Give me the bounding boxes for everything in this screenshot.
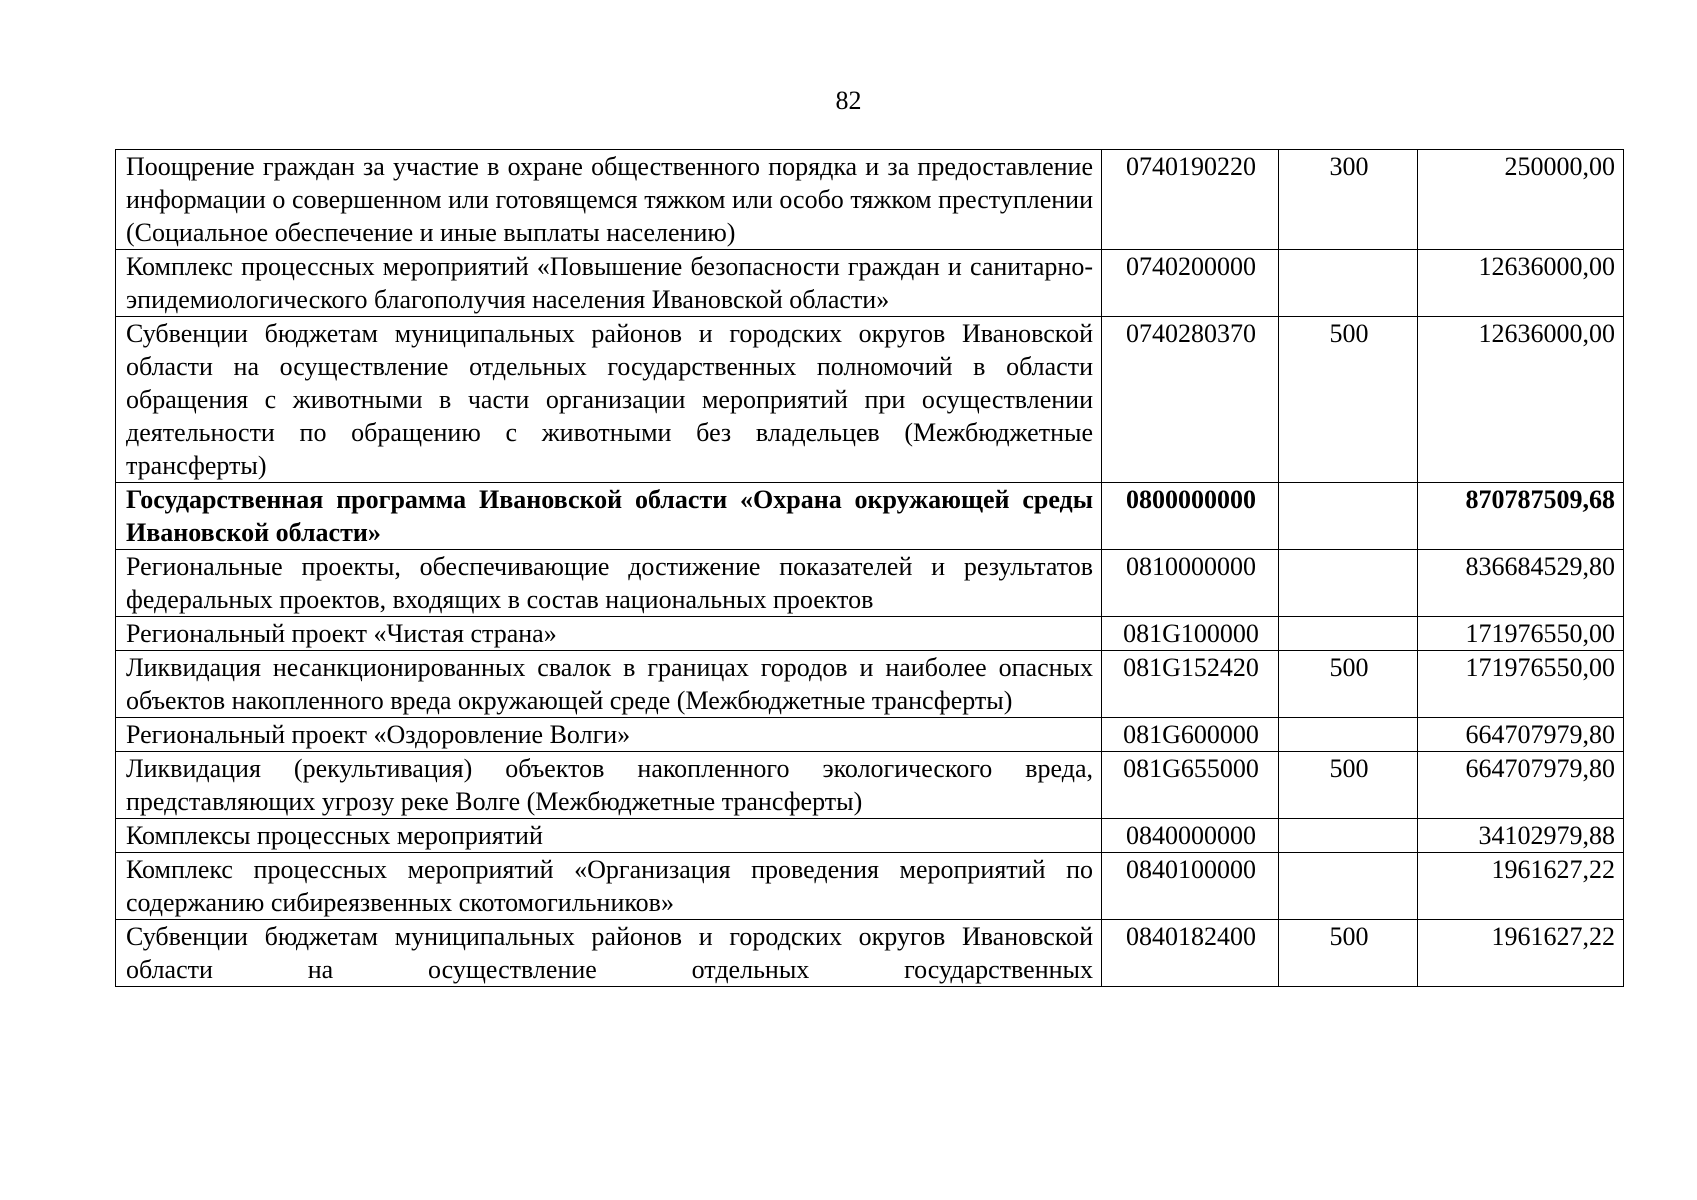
row-code: 0840000000 bbox=[1102, 819, 1279, 853]
row-sum: 12636000,00 bbox=[1418, 317, 1624, 483]
row-name: Комплексы процессных мероприятий bbox=[116, 819, 1102, 853]
table-row bbox=[116, 752, 1624, 819]
page-number: 82 bbox=[835, 86, 862, 115]
row-code: 0840100000 bbox=[1102, 853, 1279, 920]
table-row bbox=[116, 550, 1624, 617]
row-sum: 171976550,00 bbox=[1418, 617, 1624, 651]
row-name: Ликвидация несанкционированных свалок в границах городов и наиболее опасных объектов накопленного вреда окружающей среде (Межбюджетные трансферты) bbox=[116, 651, 1102, 718]
row-name: Субвенции бюджетам муниципальных районов и городских округов Ивановской области на осуществление отдельных государственных полномочий в области обращения с животными в части организации мероприятий при осуществлении деятельности по обращению с животными без владельцев (Межбюджетные трансферты) bbox=[116, 317, 1102, 483]
row-sum: 12636000,00 bbox=[1418, 250, 1624, 317]
row-sum: 870787509,68 bbox=[1418, 483, 1624, 550]
row-code: 0740280370 bbox=[1102, 317, 1279, 483]
row-sum: 171976550,00 bbox=[1418, 651, 1624, 718]
row-name: Региональный проект «Чистая страна» bbox=[116, 617, 1102, 651]
row-expense-type bbox=[1279, 483, 1418, 550]
row-name: Субвенции бюджетам муниципальных районов и городских округов Ивановской области на осуществление отдельных государственных bbox=[116, 920, 1102, 987]
row-sum: 664707979,80 bbox=[1418, 752, 1624, 819]
row-name: Комплекс процессных мероприятий «Организация проведения мероприятий по содержанию сибиреязвенных скотомогильников» bbox=[116, 853, 1102, 920]
table-row bbox=[116, 317, 1624, 483]
row-sum: 1961627,22 bbox=[1418, 853, 1624, 920]
row-expense-type bbox=[1279, 819, 1418, 853]
row-name: Поощрение граждан за участие в охране общественного порядка и за предоставление информации о совершенном или готовящемся тяжком или особо тяжком преступлении (Социальное обеспечение и иные выплаты населению) bbox=[116, 150, 1102, 250]
row-code: 0840182400 bbox=[1102, 920, 1279, 987]
row-code: 081G152420 bbox=[1102, 651, 1279, 718]
budget-table bbox=[115, 149, 1624, 987]
table-row bbox=[116, 651, 1624, 718]
row-name: Государственная программа Ивановской области «Охрана окружающей среды Ивановской области» bbox=[116, 483, 1102, 550]
row-expense-type bbox=[1279, 550, 1418, 617]
row-expense-type bbox=[1279, 718, 1418, 752]
row-code: 081G100000 bbox=[1102, 617, 1279, 651]
row-code: 081G655000 bbox=[1102, 752, 1279, 819]
row-code: 0800000000 bbox=[1102, 483, 1279, 550]
table-row bbox=[116, 920, 1624, 987]
row-expense-type: 500 bbox=[1279, 752, 1418, 819]
table-row bbox=[116, 150, 1624, 250]
row-name: Комплекс процессных мероприятий «Повышение безопасности граждан и санитарно-эпидемиологического благополучия населения Ивановской области» bbox=[116, 250, 1102, 317]
row-sum: 664707979,80 bbox=[1418, 718, 1624, 752]
table-row bbox=[116, 617, 1624, 651]
row-expense-type bbox=[1279, 853, 1418, 920]
row-expense-type: 500 bbox=[1279, 651, 1418, 718]
row-code: 081G600000 bbox=[1102, 718, 1279, 752]
table-row bbox=[116, 819, 1624, 853]
row-name: Региональные проекты, обеспечивающие достижение показателей и результатов федеральных проектов, входящих в состав национальных проектов bbox=[116, 550, 1102, 617]
table-row bbox=[116, 718, 1624, 752]
row-sum: 1961627,22 bbox=[1418, 920, 1624, 987]
row-expense-type: 500 bbox=[1279, 920, 1418, 987]
row-name: Региональный проект «Оздоровление Волги» bbox=[116, 718, 1102, 752]
row-sum: 250000,00 bbox=[1418, 150, 1624, 250]
table-row bbox=[116, 250, 1624, 317]
row-code: 0740190220 bbox=[1102, 150, 1279, 250]
row-code: 0810000000 bbox=[1102, 550, 1279, 617]
row-code: 0740200000 bbox=[1102, 250, 1279, 317]
row-sum: 836684529,80 bbox=[1418, 550, 1624, 617]
row-expense-type bbox=[1279, 250, 1418, 317]
row-sum: 34102979,88 bbox=[1418, 819, 1624, 853]
row-expense-type bbox=[1279, 617, 1418, 651]
table-row bbox=[116, 853, 1624, 920]
row-name: Ликвидация (рекультивация) объектов накопленного экологического вреда, представляющих угрозу реке Волге (Межбюджетные трансферты) bbox=[116, 752, 1102, 819]
row-expense-type: 300 bbox=[1279, 150, 1418, 250]
table-row-program bbox=[116, 483, 1624, 550]
row-expense-type: 500 bbox=[1279, 317, 1418, 483]
